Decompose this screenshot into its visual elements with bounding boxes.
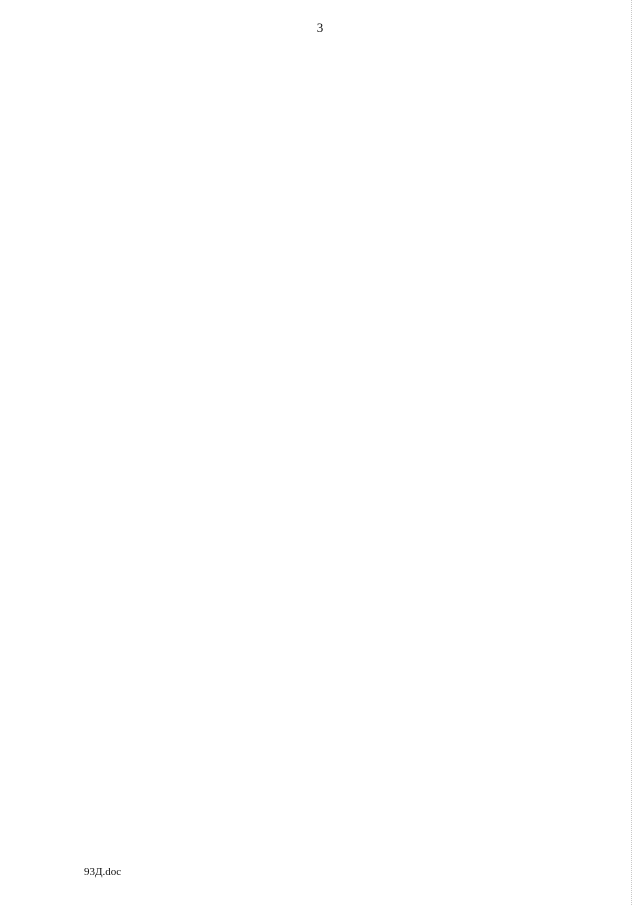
- page-edge-marks: [631, 0, 640, 905]
- page-number: 3: [316, 20, 324, 35]
- footer-filename: 93Д.doc: [84, 866, 122, 878]
